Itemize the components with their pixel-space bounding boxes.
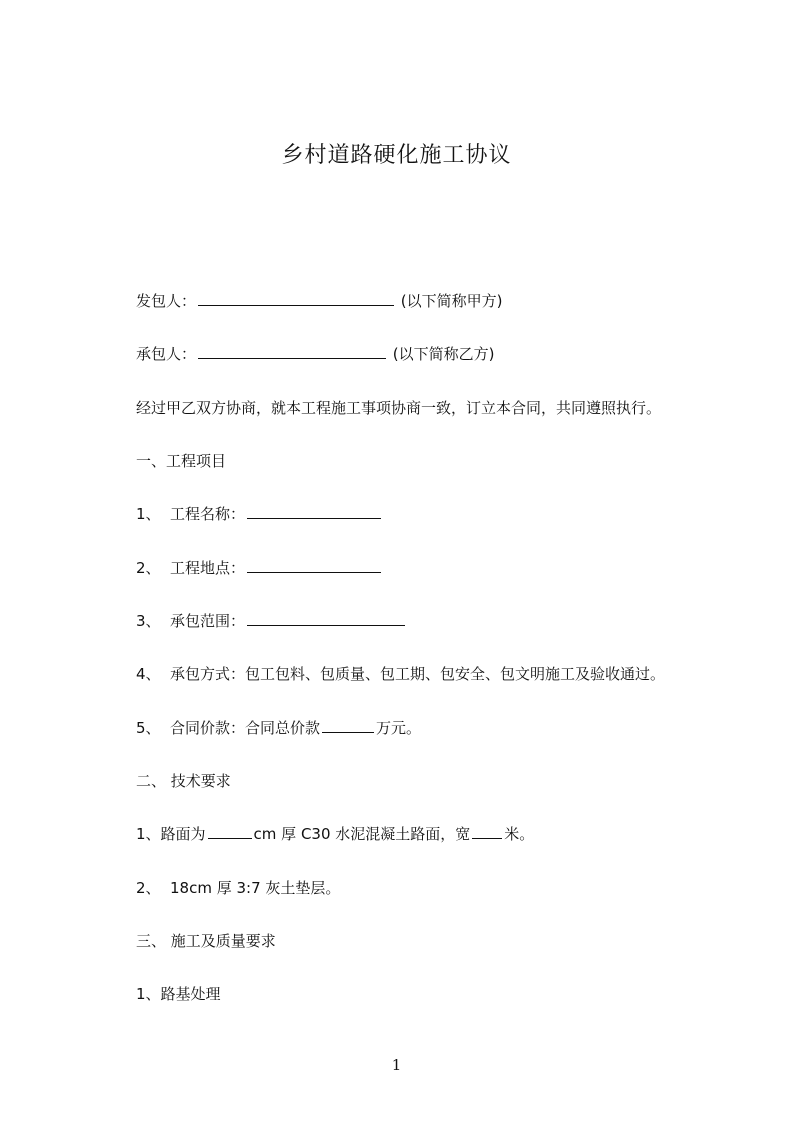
project-name-blank[interactable] [247,503,381,519]
party-a-label: 发包人： [136,292,197,310]
section1-item-2 [136,557,383,579]
party-a-line [136,290,503,312]
contract-price-blank[interactable] [322,717,374,733]
road-thickness-blank[interactable] [208,823,252,839]
party-a-blank[interactable] [198,290,394,306]
party-b-line [136,343,495,365]
section3-heading: 三、 施工及质量要求 [136,932,276,950]
item-text: 18cm 厚 3:7 灰土垫层。 [170,879,341,897]
party-a-suffix: (以下简称甲方) [400,292,503,310]
page-number: 1 [391,1056,402,1074]
item-text: 承包方式：包工包料、包质量、包工期、包安全、包文明施工及验收通过。 [170,665,666,683]
item-suffix: 米。 [504,825,535,843]
project-location-blank[interactable] [247,557,381,573]
item-number: 3、 [136,612,161,630]
item-suffix: 万元。 [376,719,422,737]
section1-item-3 [136,610,407,632]
party-b-label: 承包人： [136,345,197,363]
preamble: 经过甲乙双方协商，就本工程施工事项协商一致，订立本合同，共同遵照执行。 [136,399,662,417]
item-number: 2、 [136,559,161,577]
party-b-blank[interactable] [198,343,386,359]
item-number: 5、 [136,719,161,737]
item-number: 1、 [136,505,161,523]
section1-item-4 [136,663,665,685]
section1-item-1 [136,503,383,525]
party-b-suffix: (以下简称乙方) [392,345,495,363]
item-label: 工程名称： [170,505,246,523]
section2-item-2 [136,877,340,899]
item-number: 2、 [136,879,161,897]
item-mid: cm 厚 C30 水泥混凝土路面，宽 [253,825,471,843]
section3-item-1: 1、路基处理 [136,985,221,1003]
road-width-blank[interactable] [472,823,502,839]
item-prefix: 1、路面为 [136,825,206,843]
item-label: 合同价款：合同总价款 [170,719,321,737]
section2-heading: 二、 技术要求 [136,772,231,790]
item-label: 承包范围： [170,612,246,630]
section1-heading: 一、工程项目 [136,452,227,470]
section1-item-5 [136,717,421,739]
item-number: 4、 [136,665,161,683]
item-label: 工程地点： [170,559,246,577]
contract-scope-blank[interactable] [247,610,405,626]
document-title: 乡村道路硬化施工协议 [281,143,512,168]
section2-item-1 [136,823,534,845]
